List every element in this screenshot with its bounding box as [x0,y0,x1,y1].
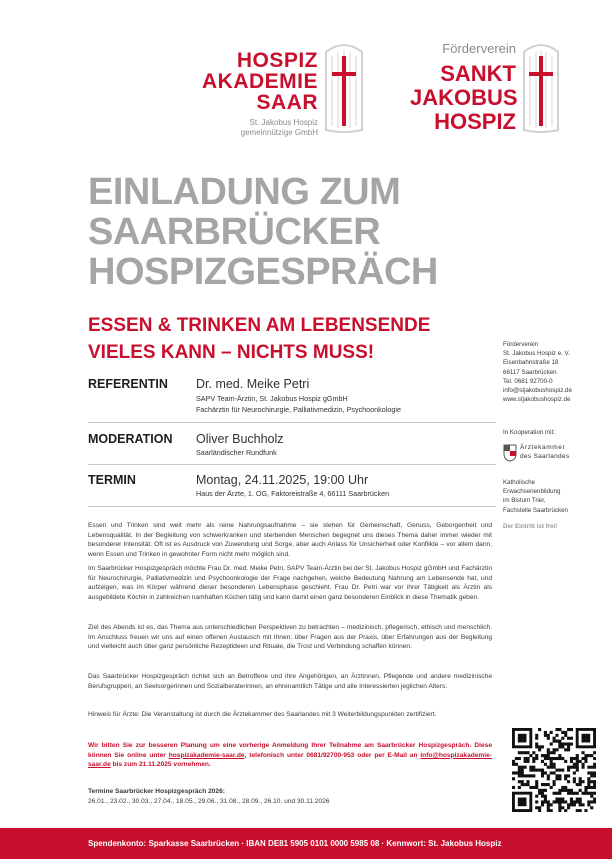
body-paragraph-3: Ziel des Abends ist es, das Thema aus unterschiedlichen Perspektiven zu betrachten – medizinisch, pflegerisch, ethisch und menschlich. Im Anschluss freuen wir uns auf einen offenen Austausch mit Ihnen: über Fragen aus der Praxis, über Erfahrungen aus der Begleitung und vielleicht auch über ganz persönliche Rezeptideen und Rituale, die Trost und Verbindung schaffen können. [88,624,492,651]
partner-line: Erwachsenenbildung [503,488,561,496]
subtitle-line-1: ESSEN & TRINKEN AM LEBENSENDE [88,315,431,336]
logo-left-sub-2: gemeinnützige GmbH [240,128,318,137]
registration-text-b: , telefonisch unter 0681/92700-953 oder per E-Mail an [244,751,421,759]
registration-website-link[interactable]: hospizakademie-saar.de [168,751,245,759]
sidebar-address-line: Förderverein [503,341,539,348]
logo-right-line-3: HOSPIZ [434,109,516,134]
divider [88,422,496,423]
free-entry-text: Der Eintritt ist frei! [503,523,558,530]
page-title-line-1: EINLADUNG ZUM [88,171,401,213]
moderation-label: MODERATION [88,432,173,446]
logo-left-line-1: HOSPIZ [236,49,318,72]
sidebar-phone: Tel. 0681 92700-0 [503,377,553,385]
sidebar-website[interactable]: www.stjakobushospiz.de [503,396,571,404]
sidebar-address-line: St. Jakobus Hospiz e. V. [503,350,570,358]
event-subtitle [88,312,430,366]
partner-info [503,478,603,515]
referentin-label: REFERENTIN [88,377,168,391]
sidebar-address-line: 66117 Saarbrücken [503,368,557,376]
free-entry-note [503,522,603,531]
shell-cross-icon [320,42,368,134]
donation-footer [0,828,612,859]
partner-line: Katholische [503,479,535,486]
registration-text-c: bis zum 21.11.2025 vornehmen. [110,761,211,769]
logo-left-sub-1: St. Jakobus Hospiz [249,118,318,127]
sidebar-address-line: Eisenbahnstraße 18 [503,359,559,367]
page-title [88,172,528,292]
aerztekammer-logo [503,443,595,463]
partner-line: im Bistum Trier, [503,497,546,505]
divider [88,506,496,507]
logo-right-line-1: SANKT [440,61,516,86]
page-title-line-2: SAARBRÜCKER [88,211,381,253]
registration-email-link[interactable]: info@hospizakademie-saar.de [88,751,492,769]
partner-line: Fachstelle Saarbrücken [503,506,569,514]
divider [88,464,496,465]
body-paragraph-1: Essen und Trinken sind weit mehr als reine Nahrungsaufnahme – sie stehen für Gemeinschaft, Genuss, Geborgenheit und Lebensqualität. In der Begleitung von schwerkranken und sterbenden Menschen begegnet uns dieses Thema daher immer wieder mit besonderer Intensität. Oft ist es Ausdruck von Zuwendung und Sorge, aber auch Anlass für Unsicherheit oder Konflikte – vor allem dann, wenn Essen und Trinken in gewohnter Form nicht mehr möglich sind. [88,522,492,558]
logo-left-line-3: SAAR [256,91,318,114]
termin-date: Montag, 24.11.2025, 19:00 Uhr [196,473,369,487]
dates-list: 26.01., 23.02., 30.03., 27.04., 18.05., 29.06., 31.08., 28.09., 26.10. und 30.11.2026 [88,798,330,805]
qr-code-icon[interactable] [512,728,596,812]
termin-label: TERMIN [88,473,136,487]
donation-footer-text: Spendenkonto: Sparkasse Saarbrücken · IBAN DE81 5905 0101 0000 5985 08 · Kennwort: St. Jakobus Hospiz [88,839,502,848]
aerztekammer-crest-icon [503,444,517,462]
referentin-detail-2: Fachärztin für Neurochirurgie, Palliativmedizin, Psychoonkologie [196,405,401,414]
referentin-name: Dr. med. Meike Petri [196,377,310,391]
registration-note [88,741,492,770]
aerztekammer-line-1: Ärztekammer [520,444,566,451]
logo-right-line-2: JAKOBUS [410,85,518,110]
page-title-line-3: HOSPIZGESPRÄCH [88,251,438,293]
registration-text-a: Wir bitten Sie zur besseren Planung um eine vorherige Anmeldung Ihrer Teilnahme am Saarbrücker Hospizgespräch. Diese können Sie online unter [88,742,492,759]
shell-cross-icon-right [518,42,564,134]
termin-location: Haus der Ärzte, 1. OG, Faktoreistraße 4, 66111 Saarbrücken [196,489,390,498]
sidebar-address [503,340,603,404]
moderation-detail-1: Saarländischer Rundfunk [196,448,277,457]
logo-right-top: Förderverein [442,41,516,56]
cooperation-label: In Kooperation mit: [503,429,555,436]
subtitle-line-2: VIELES KANN – NICHTS MUSS! [88,342,375,363]
body-paragraph-2: Im Saarbrücker Hospizgespräch möchte Frau Dr. med. Meike Petri, SAPV Team-Ärztin bei der St. Jakobus Hospiz gGmbH und Fachärztin für Neurochirurgie, Palliativmedizin und Psychoonkologie der Frage nachgehen, welche Bedeutung Nahrung am Lebensende hat, und aufzeigen, was im Körper während dieser besonderen Lebensphase geschieht. Frau Dr. Petri war vor ihrer Tätigkeit als Ärztin als ausgebildete Köchin in zahlreichen namhaften Küchen tätig und kann damit einen ganz besonderen Einblick in diese Thematik geben. [88,565,492,601]
aerztekammer-line-2: des Saarlandes [520,453,570,460]
body-paragraph-4: Das Saarbrücker Hospizgespräch richtet sich an Betroffene und ihre Angehörigen, an Ärztinnen, Pflegende und andere medizinische Berufsgruppen, an Seelsorgerinnen und Sozialberaterinnen, an ehrenamtlich Tätige und alle Interessierten jeglichen Alters. [88,673,492,690]
moderation-name: Oliver Buchholz [196,432,284,446]
sidebar-email[interactable]: info@stjakobushospiz.de [503,387,572,395]
logo-left-line-2: AKADEMIE [201,70,318,93]
logo-hospiz-akademie-saar [200,50,318,138]
dates-title: Termine Saarbrücker Hospizgespräch 2026: [88,788,225,795]
logo-sankt-jakobus-hospiz [410,40,516,134]
body-paragraph-5: Hinweis für Ärzte: Die Veranstaltung ist durch die Ärztekammer des Saarlandes mit 3 Weiterbildungspunkten zertifiziert. [88,711,437,718]
referentin-detail-1: SAPV Team-Ärztin, St. Jakobus Hospiz gGmbH [196,394,348,403]
